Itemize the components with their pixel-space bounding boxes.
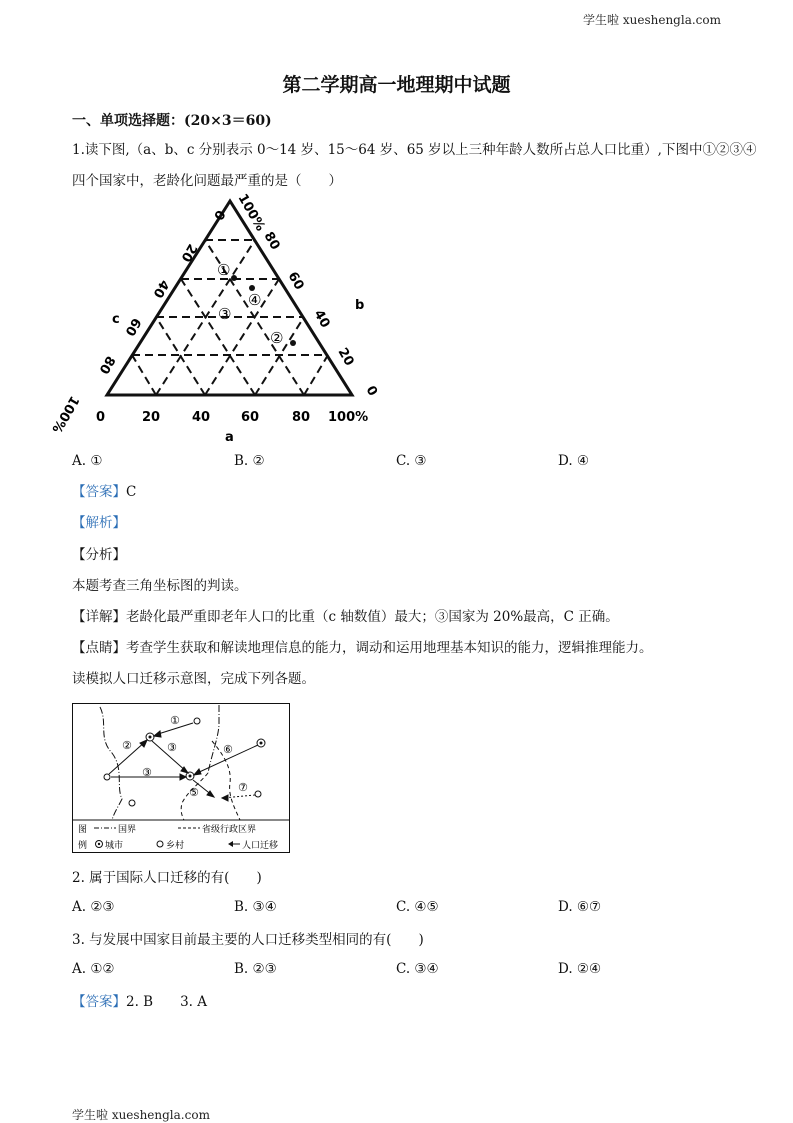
label-5: ⑤ [189, 786, 199, 799]
tick-c-100: 100% [48, 393, 82, 436]
axis-a-label: a [225, 430, 234, 445]
q2-option-d[interactable]: D. ⑥⑦ [558, 899, 602, 915]
tick-c-20: 20 [177, 241, 200, 265]
header-site: 学生啦 xueshengla.com [583, 13, 721, 27]
tick-c-0: 0 [210, 207, 228, 223]
axis-b-label: b [355, 298, 365, 313]
point-marker-1 [231, 275, 237, 281]
tick-a-80: 80 [292, 410, 311, 425]
ternary-diagram [48, 191, 392, 445]
label-2: ② [122, 739, 132, 752]
intro-q2-q3: 读模拟人口迁移示意图，完成下列各题。 [72, 671, 315, 687]
legend-city: 城市 [105, 841, 124, 851]
legend-border: 国界 [118, 825, 137, 835]
label-3b: ③ [142, 766, 152, 779]
q1-answer [72, 482, 136, 502]
answer23-tag: 【答案】 [72, 994, 126, 1010]
q1-option-b[interactable]: B. ② [234, 453, 265, 469]
detail-text: 老龄化最严重即老年人口的比重（c 轴数值）最大；③国家为 20%最高，C 正确。 [126, 609, 619, 625]
tick-b-0: 0 [362, 383, 381, 399]
q2-stem: 2. 属于国际人口迁移的有( ) [72, 870, 262, 886]
legend-title-2: 例 [78, 841, 88, 851]
legend-province: 省级行政区界 [202, 825, 257, 835]
tick-a-100: 100% [328, 410, 369, 425]
label-6: ⑥ [223, 743, 233, 756]
point-label-2: ② [270, 329, 284, 347]
q3-option-c[interactable]: C. ③④ [396, 961, 439, 977]
tick-c-80: 80 [95, 353, 118, 377]
point-label-4: ④ [248, 291, 262, 309]
triangle-outline [107, 201, 352, 395]
label-1: ① [170, 714, 180, 727]
migration-map [72, 703, 291, 854]
legend-village: 乡村 [166, 841, 185, 851]
answer-value: C [126, 484, 137, 500]
footer-site: 学生啦 xueshengla.com [72, 1108, 210, 1122]
detail-tag: 【详解】 [72, 609, 126, 625]
tick-a-40: 40 [192, 410, 211, 425]
left-axis-ticks [48, 207, 227, 435]
tick-b-40: 40 [310, 307, 333, 331]
q2-option-b[interactable]: B. ③④ [234, 899, 277, 915]
q3-option-b[interactable]: B. ②③ [234, 961, 277, 977]
tick-c-60: 60 [121, 315, 144, 339]
legend-migration: 人口迁移 [242, 841, 279, 851]
q3-stem: 3. 与发展中国家目前最主要的人口迁移类型相同的有( ) [72, 932, 424, 948]
tick-a-20: 20 [142, 410, 161, 425]
axis-c-label: c [112, 312, 120, 327]
tick-b-100: 100% [234, 191, 268, 234]
q1-option-c[interactable]: C. ③ [396, 453, 427, 469]
q3-option-d[interactable]: D. ②④ [558, 961, 602, 977]
fenxi-text: 本题考查三角坐标图的判读。 [72, 578, 248, 594]
point-label-3: ③ [218, 305, 232, 323]
tick-b-20: 20 [334, 345, 357, 369]
point-marker-2 [290, 340, 296, 346]
tick-a-0: 0 [96, 410, 106, 425]
answer-tag: 【答案】 [72, 484, 126, 500]
q2-option-a[interactable]: A. ②③ [72, 899, 115, 915]
answer23-text: 2. B 3. A [126, 994, 208, 1010]
tick-a-60: 60 [241, 410, 260, 425]
q1-option-d[interactable]: D. ④ [558, 453, 590, 469]
bottom-axis-ticks [96, 410, 368, 425]
section-heading: 一、单项选择题：(20×3＝60) [72, 113, 272, 129]
tick-b-80: 80 [260, 229, 283, 253]
q2-option-c[interactable]: C. ④⑤ [396, 899, 439, 915]
comment-line [72, 638, 653, 658]
q1-stem-line2: 四个国家中，老龄化问题最严重的是（ ） [72, 173, 342, 189]
q3-option-a[interactable]: A. ①② [72, 961, 115, 977]
label-7: ⑦ [238, 781, 248, 794]
analysis-tag: 【解析】 [72, 515, 126, 531]
comment-tag: 【点睛】 [72, 640, 126, 656]
detail-line [72, 607, 619, 627]
comment-text: 考查学生获取和解读地理信息的能力，调动和运用地理基本知识的能力，逻辑推理能力。 [126, 640, 653, 656]
label-3: ③ [167, 741, 177, 754]
point-label-1: ① [217, 261, 231, 279]
legend-title-1: 图 [78, 825, 88, 835]
q1-stem-line1: 1.读下图,（a、b、c 分别表示 0～14 岁、15～64 岁、65 岁以上三种年龄人数所占总人口比重）,下图中①②③④ [72, 142, 757, 158]
tick-b-60: 60 [284, 269, 307, 293]
tick-c-40: 40 [149, 277, 172, 301]
page-title: 第二学期高一地理期中试题 [282, 74, 511, 96]
q1-option-a[interactable]: A. ① [72, 453, 103, 469]
fenxi-tag: 【分析】 [72, 547, 126, 563]
answer-q2-q3 [72, 992, 207, 1012]
